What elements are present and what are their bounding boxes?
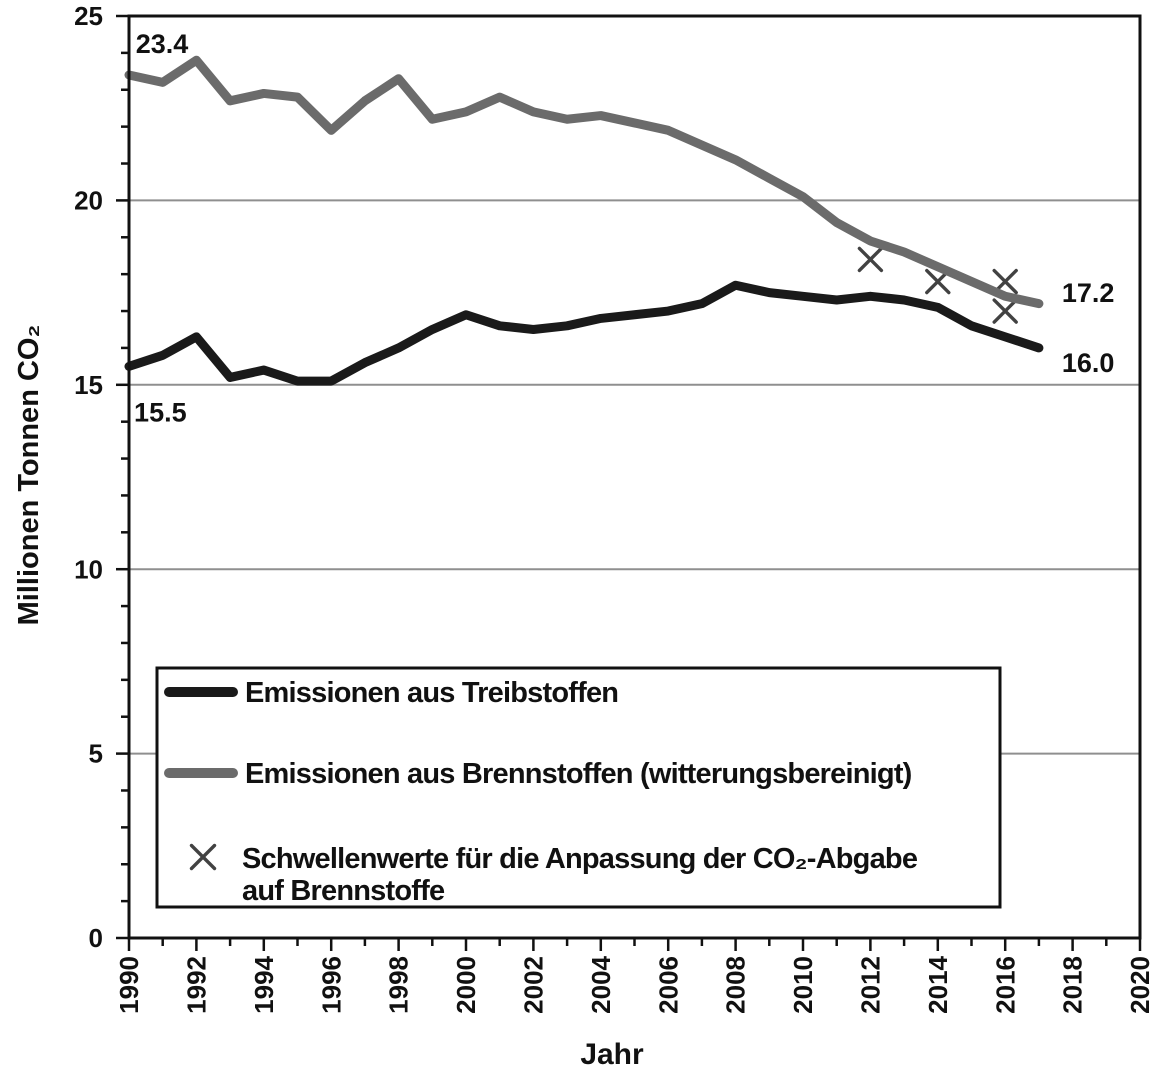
value-label: 17.2 bbox=[1061, 277, 1115, 308]
x-tick-label: 2014 bbox=[922, 956, 953, 1014]
x-tick-label: 2016 bbox=[990, 955, 1021, 1014]
y-axis-title: Millionen Tonnen CO₂ bbox=[13, 324, 45, 626]
y-tick-label: 20 bbox=[74, 185, 103, 216]
x-tick-label: 1992 bbox=[181, 956, 212, 1014]
y-tick-label: 5 bbox=[88, 738, 103, 769]
legend-item-label: auf Brennstoffe bbox=[242, 875, 445, 907]
value-label: 16.0 bbox=[1061, 347, 1115, 378]
y-tick-label: 0 bbox=[88, 923, 103, 954]
legend-item-label: Emissionen aus Brennstoffen (witterungsbereinigt) bbox=[245, 758, 912, 790]
x-tick-label: 1996 bbox=[316, 956, 347, 1014]
x-tick-label: 1994 bbox=[248, 956, 279, 1014]
y-tick-label: 10 bbox=[74, 554, 103, 585]
y-tick-label: 15 bbox=[74, 369, 103, 400]
x-axis-title: Jahr bbox=[580, 1038, 644, 1071]
legend-item-label: Emissionen aus Treibstoffen bbox=[245, 677, 619, 709]
x-tick-label: 2008 bbox=[720, 956, 751, 1014]
x-tick-label: 2000 bbox=[451, 956, 482, 1014]
y-tick-label: 25 bbox=[74, 1, 103, 32]
value-label: 15.5 bbox=[134, 397, 187, 428]
legend-item-label: Schwellenwerte für die Anpassung der CO₂-Abgabe bbox=[242, 843, 918, 875]
x-tick-label: 2004 bbox=[585, 956, 616, 1014]
value-label: 23.4 bbox=[135, 28, 189, 59]
x-tick-label: 2012 bbox=[855, 956, 886, 1014]
x-tick-label: 2010 bbox=[788, 956, 819, 1014]
legend bbox=[157, 668, 1000, 907]
x-tick-label: 2002 bbox=[518, 956, 549, 1014]
x-tick-label: 1990 bbox=[114, 956, 145, 1014]
x-tick-label: 2018 bbox=[1057, 956, 1088, 1014]
x-tick-label: 2020 bbox=[1125, 956, 1156, 1014]
x-tick-label: 2006 bbox=[653, 956, 684, 1014]
x-tick-label: 1998 bbox=[383, 956, 414, 1014]
